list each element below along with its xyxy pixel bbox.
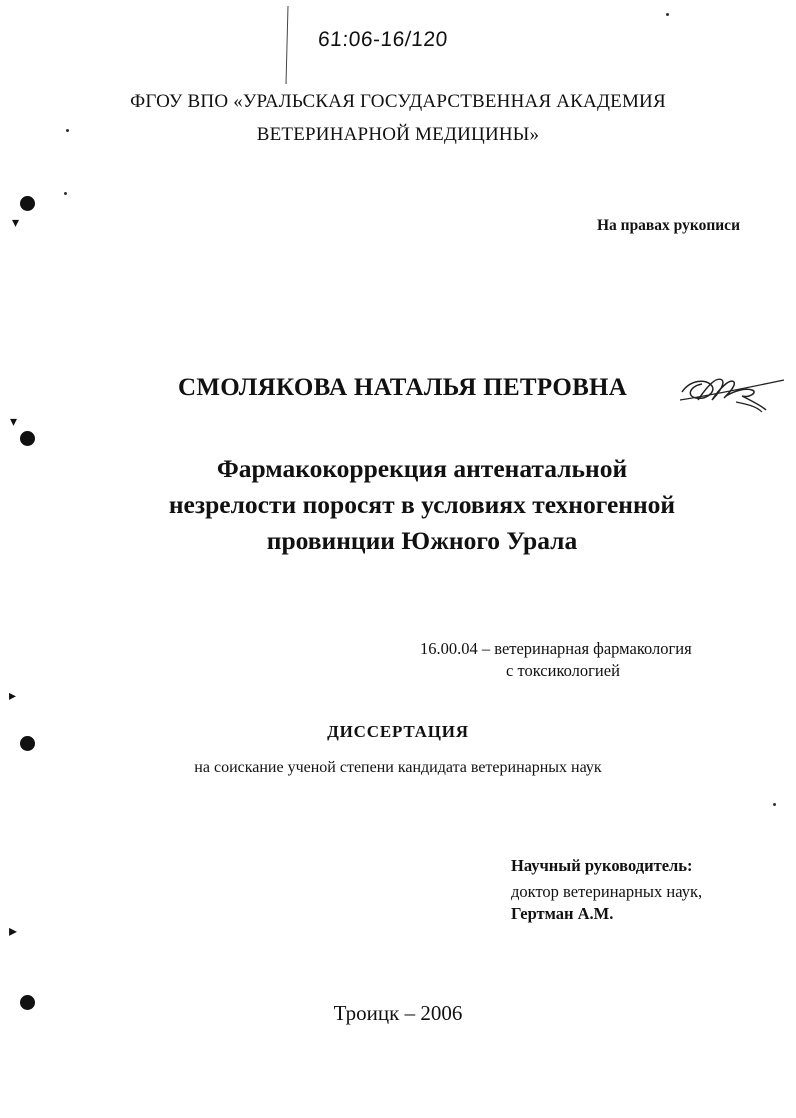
scan-mark-left-2: ▾ [10,415,18,430]
document-type: ДИССЕРТАЦИЯ [327,722,469,741]
place-and-year: Троицк – 2006 [333,1001,463,1025]
author-name: СМОЛЯКОВА НАТАЛЬЯ ПЕТРОВНА [178,374,628,401]
rights-notice: На правах рукописи [596,217,740,234]
scan-speck-2 [64,192,67,195]
scan-mark-left-3: ▸ [9,689,17,704]
organization-line-2: ВЕТЕРИНАРНОЙ МЕДИЦИНЫ» [256,124,540,145]
scan-line [283,6,293,86]
scan-mark-left-1: ▾ [12,216,20,231]
advisor-name: Гертман А.М. [511,904,614,923]
scan-speck-3 [773,803,776,806]
title-line-3: провинции Южного Урала [266,526,578,555]
scan-speck-4 [666,13,669,16]
specialty-block [420,638,692,682]
dissertation-title [0,451,796,559]
punch-hole-1 [20,196,35,211]
organization-line-1: ФГОУ ВПО «УРАЛЬСКАЯ ГОСУДАРСТВЕННАЯ АКАДЕМИЯ [130,91,666,112]
punch-hole-2 [20,431,35,446]
scan-mark-left-4: ▸ [9,923,18,940]
specialty-line-2: с токсикологией [506,661,620,680]
registry-stamp-number: 61:06-16/120 [317,28,449,51]
advisor-heading: Научный руководитель: [511,856,693,875]
title-line-1: Фармакокоррекция антенатальной [216,454,628,483]
advisor-degree: доктор ветеринарных наук, [511,882,703,901]
signature-icon [676,366,788,418]
title-line-2: незрелости поросят в условиях техногенной [168,490,676,519]
specialty-line-1: 16.00.04 – ветеринарная фармакология [420,639,692,658]
advisor-block [511,853,702,927]
degree-sought: на соискание ученой степени кандидата ветеринарных наук [194,759,602,776]
